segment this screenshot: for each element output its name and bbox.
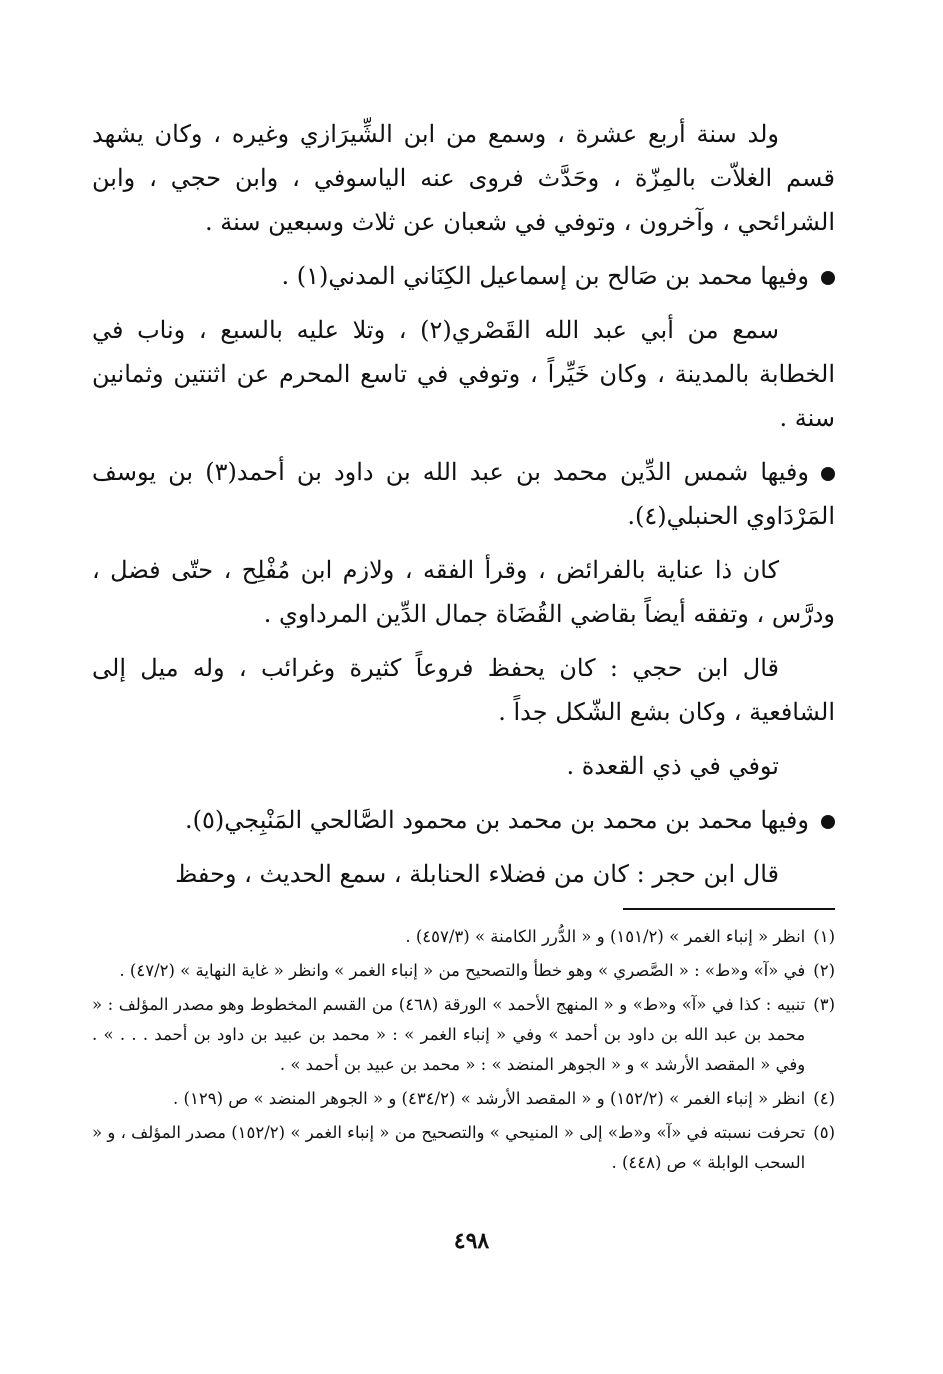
- footnote: [92, 922, 835, 952]
- footnote-number: (٣): [813, 995, 835, 1014]
- footnote-text: تنبيه : كذا في «آ» و«ط» و « المنهج الأحمد » الورقة (٤٦٨) من القسم المخطوط وهو مصدر المؤلف : « محمد بن عبد الله بن داود بن أحمد » وفي « إنباء الغمر » : « محمد بن عبيد بن داود بن أحمد . . . » . وفي « المقصد الأرشد » و « الجوهر المنضد » : « محمد بن عبيد بن أحمد » .: [92, 995, 806, 1074]
- footnotes: [92, 922, 835, 1178]
- biography-entry: [92, 254, 835, 298]
- biography-entry: [92, 798, 835, 842]
- footnote-divider: [623, 908, 835, 910]
- paragraph: قال ابن حجي : كان يحفظ فروعاً كثيرة وغرائب ، وله ميل إلى الشافعية ، وكان بشع الشّكل جداً .: [92, 654, 835, 726]
- footnote-number: (٢): [813, 961, 835, 980]
- footnote-text: انظر « إنباء الغمر » (١٥١/٢) و « الدُّرر الكامنة » (٤٥٧/٣) .: [405, 927, 806, 946]
- footnote-text: انظر « إنباء الغمر » (١٥٢/٢) و « المقصد الأرشد » (٤٣٤/٢) و « الجوهر المنضد » ص (١٢٩) .: [173, 1089, 806, 1108]
- footnote-number: (٥): [813, 1123, 835, 1142]
- biography-entry: [92, 450, 835, 538]
- entry-text: وفيها محمد بن محمد بن محمد بن محمود الصَّالحي المَنْبِجي(٥).: [185, 806, 809, 834]
- footnote: [92, 1118, 835, 1178]
- footnote: [92, 1084, 835, 1114]
- footnote: [92, 990, 835, 1080]
- entry-text: وفيها محمد بن صَالح بن إسماعيل الكِنَاني المدني(١) .: [281, 262, 809, 290]
- footnote-number: (١): [813, 927, 835, 946]
- paragraph: كان ذا عناية بالفرائض ، وقرأ الفقه ، ولازم ابن مُفْلِح ، حتّى فضل ، ودرَّس ، وتفقه أيضاً بقاضي القُضَاة جمال الدِّين المرداوي .: [92, 556, 835, 628]
- bullet-icon: [821, 467, 835, 481]
- bullet-icon: [821, 815, 835, 829]
- paragraph: قال ابن حجر : كان من فضلاء الحنابلة ، سمع الحديث ، وحفظ: [175, 860, 779, 888]
- footnote: [92, 956, 835, 986]
- entry-text: وفيها شمس الدِّين محمد بن عبد الله بن داود بن أحمد(٣) بن يوسف المَرْدَاوي الحنبلي(٤).: [92, 458, 835, 530]
- footnote-text: تحرفت نسبته في «آ» و«ط» إلى « المنيحي » والتصحيح من « إنباء الغمر » (١٥٢/٢) مصدر المؤلف ، و « السحب الوابلة » ص (٤٤٨) .: [92, 1123, 806, 1172]
- paragraph: سمع من أبي عبد الله القَصْري(٢) ، وتلا عليه بالسبع ، وناب في الخطابة بالمدينة ، وكان خَيِّراً ، وتوفي في تاسع المحرم عن اثنتين وثمانين سنة .: [92, 316, 835, 432]
- main-text: [92, 112, 835, 896]
- page-number: ٤٩٨: [453, 1228, 490, 1254]
- paragraph: توفي في ذي القعدة .: [566, 752, 779, 780]
- footnote-text: في «آ» و«ط» : « الصَّصري » وهو خطأ والتصحيح من « إنباء الغمر » وانظر « غاية النهاية » (٤٧/٢) .: [119, 961, 806, 980]
- paragraph: ولد سنة أربع عشرة ، وسمع من ابن الشِّيرَازي وغيره ، وكان يشهد قسم الغلاّت بالمِزّة ، وحَدَّث فروى عنه الياسوفي ، وابن حجي ، وابن الشرائحي ، وآخرون ، وتوفي في شعبان عن ثلاث وسبعين سنة .: [92, 120, 835, 236]
- footnote-number: (٤): [813, 1089, 835, 1108]
- bullet-icon: [821, 271, 835, 285]
